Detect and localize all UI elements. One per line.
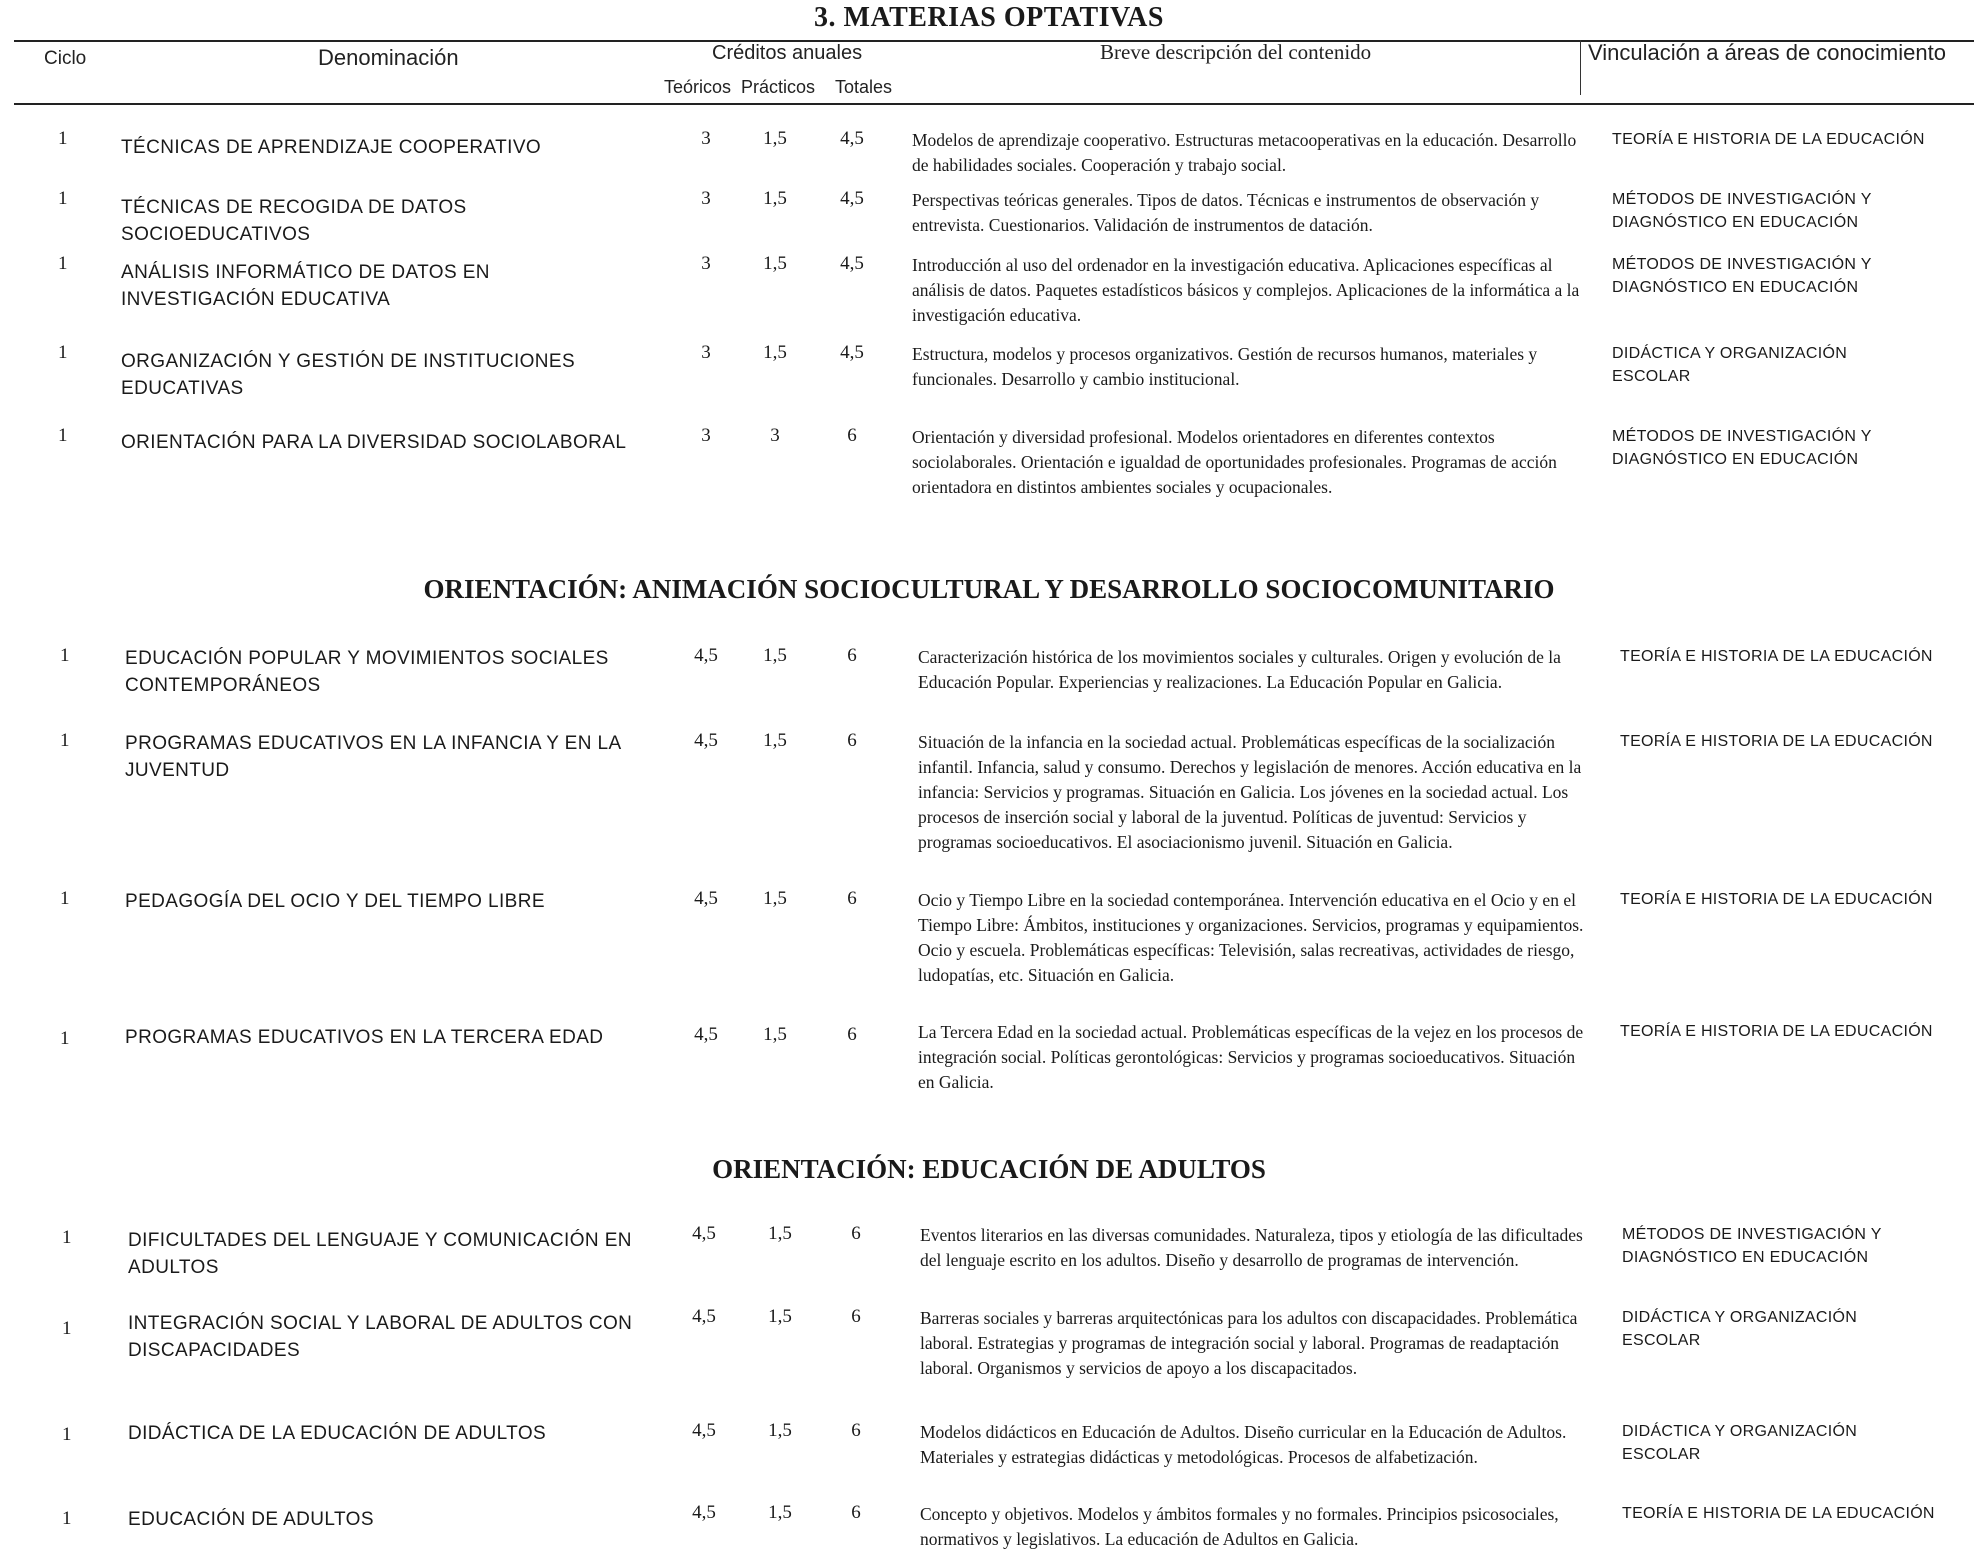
descripcion-cell: Eventos literarios en las diversas comunidades. Naturaleza, tipos y etiología de las dificultades del lenguaje escrito en los adultos. Diseño y desarrollo de programas de intervención.	[920, 1225, 1583, 1270]
totales-cell: 4,5	[840, 342, 864, 363]
ciclo-cell: 1	[62, 1508, 72, 1529]
ciclo-cell: 1	[60, 1028, 70, 1049]
totales-cell: 4,5	[840, 253, 864, 274]
header-ciclo: Ciclo	[44, 48, 87, 69]
ciclo-cell: 1	[58, 188, 68, 209]
practicos-cell: 1,5	[763, 188, 787, 209]
practicos-cell: 1,5	[763, 645, 787, 666]
teoricos-cell: 4,5	[692, 1223, 716, 1244]
vinculacion-cell: MÉTODOS DE INVESTIGACIÓN Y DIAGNÓSTICO EN EDUCACIÓN	[1612, 428, 1872, 468]
denominacion-cell: PROGRAMAS EDUCATIVOS EN LA TERCERA EDAD	[125, 1027, 604, 1048]
descripcion-cell: La Tercera Edad en la sociedad actual. Problemáticas específicas de la vejez en los procesos de integración social. Políticas gerontológicas: Servicios y programas socioeducativos. Situación en Galicia.	[918, 1022, 1584, 1092]
descripcion-cell: Caracterización histórica de los movimientos sociales y culturales. Origen y evolución de la Educación Popular. Experiencias y realizaciones. La Educación Popular en Galicia.	[918, 647, 1561, 692]
ciclo-cell: 1	[62, 1424, 72, 1445]
vinculacion-cell: TEORÍA E HISTORIA DE LA EDUCACIÓN	[1620, 733, 1933, 750]
denominacion-cell: DIFICULTADES DEL LENGUAJE Y COMUNICACIÓN EN ADULTOS	[128, 1230, 632, 1278]
denominacion-cell: ORIENTACIÓN PARA LA DIVERSIDAD SOCIOLABORAL	[121, 432, 627, 453]
ciclo-cell: 1	[58, 425, 68, 446]
header-bottom-rule	[14, 103, 1974, 105]
totales-cell: 6	[847, 645, 857, 666]
header-descripcion: Breve descripción del contenido	[1100, 40, 1372, 64]
descripcion-cell: Perspectivas teóricas generales. Tipos de datos. Técnicas e instrumentos de observación y entrevista. Cuestionarios. Validación de instrumentos de datación.	[912, 190, 1540, 235]
practicos-cell: 1,5	[763, 253, 787, 274]
ciclo-cell: 1	[60, 730, 70, 751]
denominacion-cell: ORGANIZACIÓN Y GESTIÓN DE INSTITUCIONES EDUCATIVAS	[121, 351, 576, 399]
denominacion-cell: EDUCACIÓN POPULAR Y MOVIMIENTOS SOCIALES CONTEMPORÁNEOS	[125, 648, 609, 696]
totales-cell: 6	[851, 1502, 861, 1523]
header-column-divider	[1580, 40, 1581, 95]
vinculacion-cell: TEORÍA E HISTORIA DE LA EDUCACIÓN	[1612, 131, 1925, 148]
header-creditos: Créditos anuales	[712, 42, 863, 64]
teoricos-cell: 4,5	[692, 1420, 716, 1441]
practicos-cell: 1,5	[768, 1420, 792, 1441]
vinculacion-cell: DIDÁCTICA Y ORGANIZACIÓN ESCOLAR	[1622, 1423, 1858, 1463]
denominacion-cell: EDUCACIÓN DE ADULTOS	[128, 1509, 374, 1530]
teoricos-cell: 4,5	[692, 1306, 716, 1327]
teoricos-cell: 3	[701, 425, 711, 446]
teoricos-cell: 4,5	[692, 1502, 716, 1523]
teoricos-cell: 3	[701, 128, 711, 149]
teoricos-cell: 4,5	[694, 730, 718, 751]
practicos-cell: 1,5	[768, 1502, 792, 1523]
teoricos-cell: 4,5	[694, 645, 718, 666]
ciclo-cell: 1	[62, 1318, 72, 1339]
ciclo-cell: 1	[62, 1227, 72, 1248]
practicos-cell: 1,5	[763, 342, 787, 363]
teoricos-cell: 4,5	[694, 1024, 718, 1045]
ciclo-cell: 1	[60, 888, 70, 909]
ciclo-cell: 1	[58, 128, 68, 149]
descripcion-cell: Modelos didácticos en Educación de Adultos. Diseño curricular en la Educación de Adultos. Materiales y estrategias didácticas y metodológicas. Procesos de alfabetización.	[920, 1422, 1567, 1467]
totales-cell: 6	[851, 1306, 861, 1327]
ciclo-cell: 1	[58, 253, 68, 274]
practicos-cell: 1,5	[763, 730, 787, 751]
vinculacion-cell: MÉTODOS DE INVESTIGACIÓN Y DIAGNÓSTICO EN EDUCACIÓN	[1612, 256, 1872, 296]
denominacion-cell: PEDAGOGÍA DEL OCIO Y DEL TIEMPO LIBRE	[125, 891, 545, 912]
section-title: ORIENTACIÓN: EDUCACIÓN DE ADULTOS	[712, 1154, 1266, 1184]
descripcion-cell: Ocio y Tiempo Libre en la sociedad contemporánea. Intervención educativa en el Ocio y en el Tiempo Libre: Ámbitos, instituciones y organizaciones. Servicios, programas y equipamientos. Ocio y escuela. Problemáticas específicas: Televisión, salas recreativas, actividades de riesgo, ludopatías, etc. Situación en Galicia.	[918, 890, 1584, 985]
vinculacion-cell: TEORÍA E HISTORIA DE LA EDUCACIÓN	[1620, 648, 1933, 665]
denominacion-cell: TÉCNICAS DE RECOGIDA DE DATOS SOCIOEDUCATIVOS	[121, 197, 467, 245]
header-vinculacion: Vinculación a áreas de conocimiento	[1588, 40, 1946, 65]
descripcion-cell: Modelos de aprendizaje cooperativo. Estructuras metacooperativas en la educación. Desarrollo de habilidades sociales. Cooperación y trabajo social.	[912, 130, 1577, 175]
ciclo-cell: 1	[58, 342, 68, 363]
denominacion-cell: ANÁLISIS INFORMÁTICO DE DATOS EN INVESTIGACIÓN EDUCATIVA	[121, 262, 490, 310]
teoricos-cell: 3	[701, 253, 711, 274]
totales-cell: 6	[847, 1024, 857, 1045]
vinculacion-cell: TEORÍA E HISTORIA DE LA EDUCACIÓN	[1620, 891, 1933, 908]
teoricos-cell: 3	[701, 188, 711, 209]
totales-cell: 4,5	[840, 188, 864, 209]
vinculacion-cell: TEORÍA E HISTORIA DE LA EDUCACIÓN	[1620, 1023, 1933, 1040]
descripcion-cell: Concepto y objetivos. Modelos y ámbitos formales y no formales. Principios psicosociales, normativos y legislativos. La educación de Adultos en Galicia.	[920, 1504, 1559, 1549]
denominacion-cell: TÉCNICAS DE APRENDIZAJE COOPERATIVO	[121, 137, 542, 158]
descripcion-cell: Situación de la infancia en la sociedad actual. Problemáticas específicas de la socialización infantil. Infancia, salud y consumo. Derechos y legislación de menores. Acción educativa en la infancia: Servicios y programas. Situación en Galicia. Los jóvenes en la sociedad actual. Los procesos de inserción social y laboral de la juventud. Políticas de juventud: Servicios y programas socioeducativos. El asociacionismo juvenil. Situación en Galicia.	[918, 732, 1582, 852]
header-practicos: Prácticos	[741, 77, 816, 97]
descripcion-cell: Estructura, modelos y procesos organizativos. Gestión de recursos humanos, materiales y funcionales. Desarrollo y cambio institucional.	[912, 344, 1538, 389]
vinculacion-cell: MÉTODOS DE INVESTIGACIÓN Y DIAGNÓSTICO EN EDUCACIÓN	[1612, 191, 1872, 231]
practicos-cell: 1,5	[768, 1306, 792, 1327]
section-title: ORIENTACIÓN: ANIMACIÓN SOCIOCULTURAL Y DESARROLLO SOCIOCOMUNITARIO	[423, 574, 1555, 604]
vinculacion-cell: TEORÍA E HISTORIA DE LA EDUCACIÓN	[1622, 1505, 1935, 1522]
ciclo-cell: 1	[60, 645, 70, 666]
totales-cell: 6	[847, 425, 857, 446]
denominacion-cell: PROGRAMAS EDUCATIVOS EN LA INFANCIA Y EN LA JUVENTUD	[125, 733, 621, 781]
descripcion-cell: Orientación y diversidad profesional. Modelos orientadores en diferentes contextos sociolaborales. Orientación e igualdad de oportunidades profesionales. Programas de acción orientadora en distintos ambientes sociales y ocupacionales.	[912, 427, 1557, 497]
header-totales: Totales	[835, 77, 893, 97]
practicos-cell: 1,5	[763, 128, 787, 149]
teoricos-cell: 4,5	[694, 888, 718, 909]
practicos-cell: 3	[770, 425, 780, 446]
vinculacion-cell: DIDÁCTICA Y ORGANIZACIÓN ESCOLAR	[1612, 345, 1848, 385]
totales-cell: 6	[847, 888, 857, 909]
vinculacion-cell: DIDÁCTICA Y ORGANIZACIÓN ESCOLAR	[1622, 1309, 1858, 1349]
denominacion-cell: INTEGRACIÓN SOCIAL Y LABORAL DE ADULTOS CON DISCAPACIDADES	[128, 1313, 633, 1361]
descripcion-cell: Barreras sociales y barreras arquitectónicas para los adultos con discapacidades. Problemática laboral. Estrategias y programas de integración social y laboral. Programas de readaptación laboral. Organismos y servicios de apoyo a los discapacitados.	[920, 1308, 1578, 1378]
totales-cell: 4,5	[840, 128, 864, 149]
teoricos-cell: 3	[701, 342, 711, 363]
totales-cell: 6	[847, 730, 857, 751]
page-title: 3. MATERIAS OPTATIVAS	[814, 2, 1164, 33]
descripcion-cell: Introducción al uso del ordenador en la investigación educativa. Aplicaciones específicas al análisis de datos. Paquetes estadísticos básicos y complejos. Aplicaciones de la informática a la investigación educativa.	[912, 255, 1580, 325]
vinculacion-cell: MÉTODOS DE INVESTIGACIÓN Y DIAGNÓSTICO EN EDUCACIÓN	[1622, 1226, 1882, 1266]
header-teoricos: Teóricos	[664, 77, 732, 97]
header-denominacion: Denominación	[318, 45, 459, 70]
totales-cell: 6	[851, 1223, 861, 1244]
denominacion-cell: DIDÁCTICA DE LA EDUCACIÓN DE ADULTOS	[128, 1423, 547, 1444]
totales-cell: 6	[851, 1420, 861, 1441]
practicos-cell: 1,5	[768, 1223, 792, 1244]
practicos-cell: 1,5	[763, 888, 787, 909]
practicos-cell: 1,5	[763, 1024, 787, 1045]
